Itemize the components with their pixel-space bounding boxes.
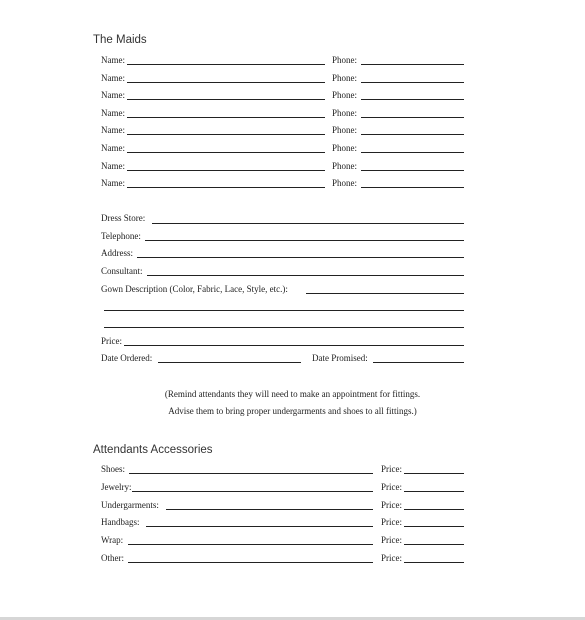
accessory-price-label: Price: bbox=[381, 517, 402, 527]
maid-name-label: Name: bbox=[101, 73, 125, 83]
maid-name-field[interactable] bbox=[127, 152, 325, 153]
telephone-field[interactable] bbox=[145, 240, 464, 241]
maid-phone-field[interactable] bbox=[361, 152, 464, 153]
undergarments-advice-note: Advise them to bring proper undergarments and shoes to all fittings.) bbox=[168, 406, 417, 416]
gown-description-field[interactable] bbox=[306, 293, 464, 294]
maid-name-field[interactable] bbox=[127, 134, 325, 135]
maid-phone-label: Phone: bbox=[332, 178, 358, 188]
accessory-item-label: Wrap: bbox=[101, 535, 124, 545]
price-field[interactable] bbox=[124, 345, 464, 346]
telephone-label: Telephone: bbox=[101, 231, 141, 241]
accessory-item-field[interactable] bbox=[129, 473, 373, 474]
fitting-reminder-note: (Remind attendants they will need to make an appointment for fittings. bbox=[164, 389, 421, 399]
maid-phone-label: Phone: bbox=[332, 161, 358, 171]
maid-name-field[interactable] bbox=[127, 117, 325, 118]
accessory-price-label: Price: bbox=[381, 482, 402, 492]
maid-name-label: Name: bbox=[101, 90, 125, 100]
accessory-price-label: Price: bbox=[381, 535, 402, 545]
maid-name-label: Name: bbox=[101, 125, 125, 135]
maid-phone-field[interactable] bbox=[361, 64, 464, 65]
accessory-price-field[interactable] bbox=[404, 491, 464, 492]
maid-phone-field[interactable] bbox=[361, 170, 464, 171]
accessory-price-label: Price: bbox=[381, 553, 402, 563]
maid-name-field[interactable] bbox=[127, 170, 325, 171]
maid-phone-field[interactable] bbox=[361, 187, 464, 188]
date-ordered-field[interactable] bbox=[158, 362, 301, 363]
date-promised-label: Date Promised: bbox=[312, 353, 368, 363]
accessory-price-field[interactable] bbox=[404, 526, 464, 527]
maid-name-field[interactable] bbox=[127, 64, 325, 65]
dress-store-label: Dress Store: bbox=[101, 213, 146, 223]
maid-name-field[interactable] bbox=[127, 99, 325, 100]
accessory-price-label: Price: bbox=[381, 500, 402, 510]
address-field[interactable] bbox=[137, 257, 464, 258]
date-ordered-label: Date Ordered: bbox=[101, 353, 153, 363]
price-label: Price: bbox=[101, 336, 122, 346]
maid-phone-label: Phone: bbox=[332, 55, 358, 65]
accessory-item-field[interactable] bbox=[128, 544, 373, 545]
maid-name-label: Name: bbox=[101, 55, 125, 65]
gown-description-label: Gown Description (Color, Fabric, Lace, Style, etc.): bbox=[101, 284, 288, 294]
accessories-heading: Attendants Accessories bbox=[93, 444, 213, 456]
accessory-price-field[interactable] bbox=[404, 509, 464, 510]
accessory-item-field[interactable] bbox=[166, 509, 373, 510]
accessory-price-field[interactable] bbox=[404, 544, 464, 545]
maid-name-label: Name: bbox=[101, 178, 125, 188]
maid-phone-field[interactable] bbox=[361, 134, 464, 135]
accessory-price-label: Price: bbox=[381, 464, 402, 474]
accessory-item-label: Jewelry: bbox=[101, 482, 132, 492]
gown-description-field-line-3[interactable] bbox=[104, 327, 464, 328]
address-label: Address: bbox=[101, 248, 133, 258]
consultant-field[interactable] bbox=[147, 275, 464, 276]
maid-phone-label: Phone: bbox=[332, 125, 358, 135]
maid-phone-label: Phone: bbox=[332, 143, 358, 153]
maids-heading: The Maids bbox=[93, 34, 147, 46]
maid-phone-field[interactable] bbox=[361, 117, 464, 118]
consultant-label: Consultant: bbox=[101, 266, 143, 276]
date-promised-field[interactable] bbox=[373, 362, 464, 363]
accessory-price-field[interactable] bbox=[404, 562, 464, 563]
gown-description-field-line-2[interactable] bbox=[104, 310, 464, 311]
dress-store-field[interactable] bbox=[152, 223, 464, 224]
accessory-item-field[interactable] bbox=[132, 491, 373, 492]
maid-name-field[interactable] bbox=[127, 82, 325, 83]
accessory-item-label: Handbags: bbox=[101, 517, 140, 527]
accessory-item-label: Other: bbox=[101, 553, 124, 563]
maid-name-label: Name: bbox=[101, 161, 125, 171]
accessory-item-field[interactable] bbox=[146, 526, 373, 527]
maid-phone-label: Phone: bbox=[332, 90, 358, 100]
maid-phone-label: Phone: bbox=[332, 73, 358, 83]
maid-phone-field[interactable] bbox=[361, 99, 464, 100]
accessory-item-label: Undergarments: bbox=[101, 500, 159, 510]
accessory-item-label: Shoes: bbox=[101, 464, 126, 474]
maid-phone-label: Phone: bbox=[332, 108, 358, 118]
maid-phone-field[interactable] bbox=[361, 82, 464, 83]
accessory-price-field[interactable] bbox=[404, 473, 464, 474]
maid-name-label: Name: bbox=[101, 108, 125, 118]
maid-name-label: Name: bbox=[101, 143, 125, 153]
maid-name-field[interactable] bbox=[127, 187, 325, 188]
accessory-item-field[interactable] bbox=[128, 562, 373, 563]
